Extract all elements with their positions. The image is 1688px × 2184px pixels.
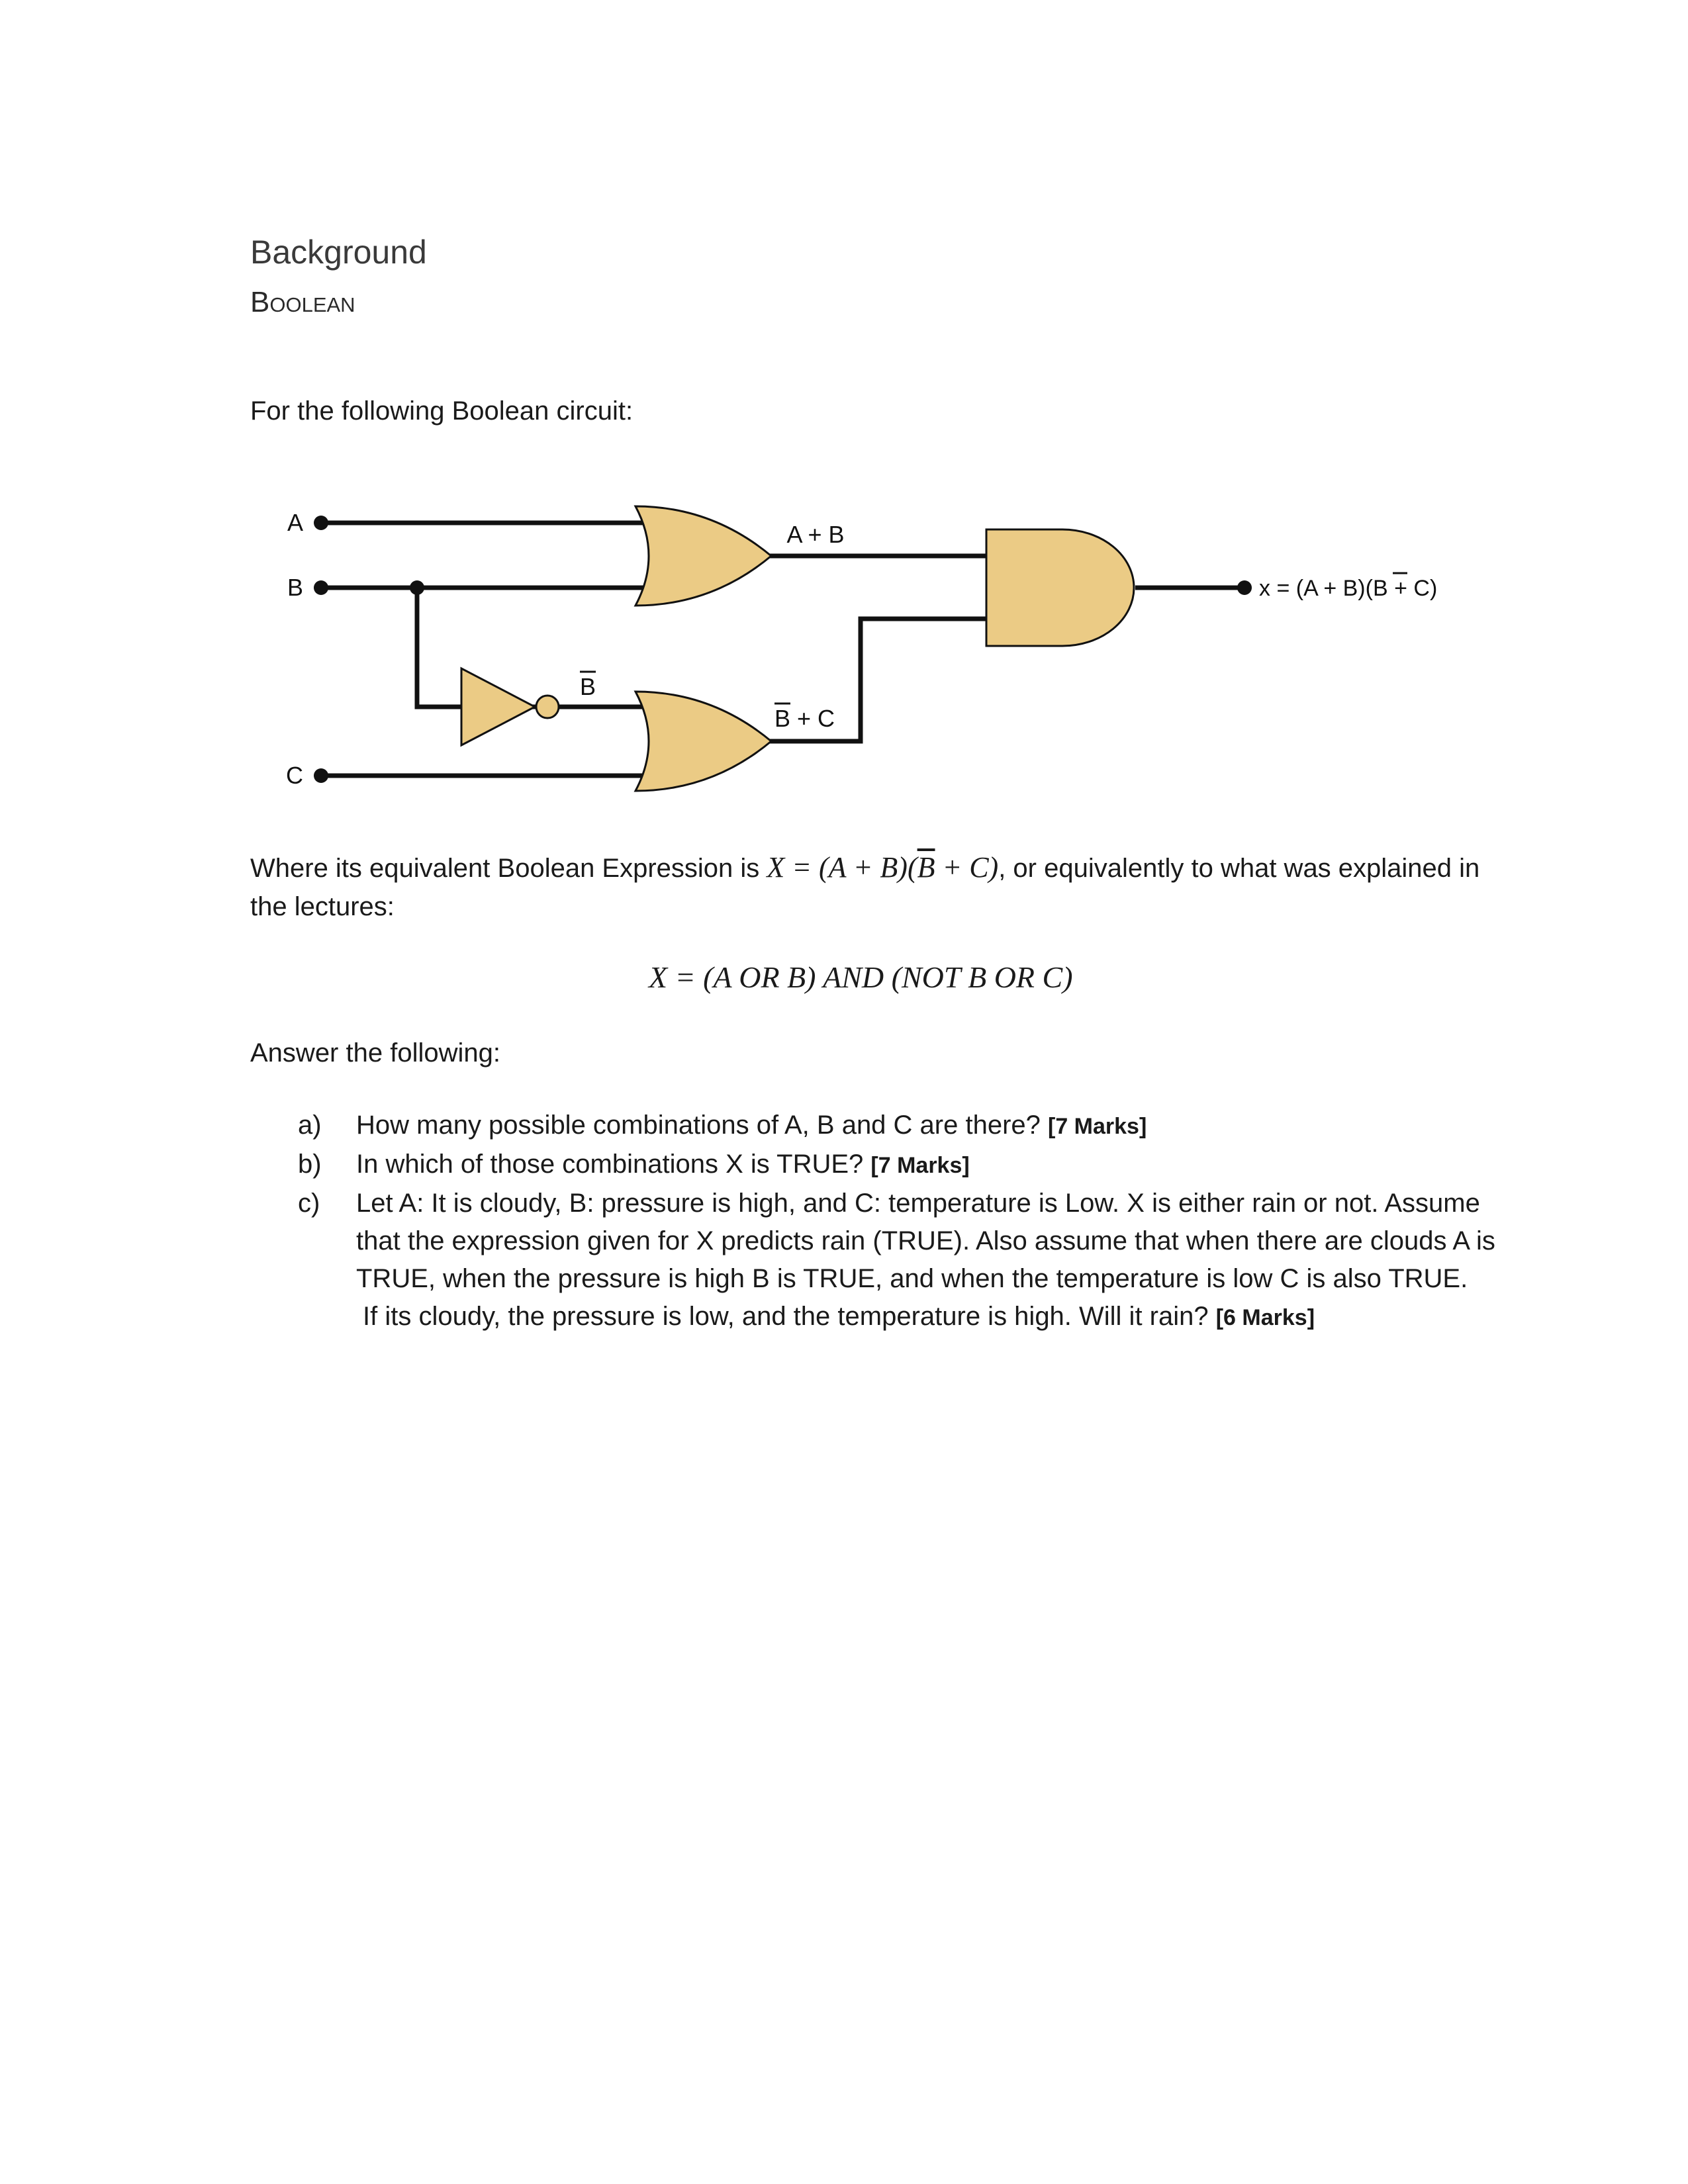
- question-list: [298, 1107, 1523, 1337]
- marks-badge: [7 Marks]: [870, 1153, 970, 1178]
- output-label-suffix: + C): [1387, 576, 1438, 601]
- answer-intro: Answer the following:: [250, 1038, 500, 1068]
- input-c-terminal: [314, 768, 328, 783]
- question-label: a): [298, 1111, 322, 1140]
- or2-output-label-rest: + C: [790, 705, 835, 732]
- question-followup: If its cloudy, the pressure is low, and the temperature is high. Will it rain?: [363, 1302, 1216, 1331]
- or2-output-label-b: B: [774, 705, 791, 732]
- word-formula: X = (A OR B) AND (NOT B OR C): [649, 960, 1073, 994]
- input-a-terminal: [314, 516, 328, 530]
- expression-formula-prefix: X = (A + B)(: [767, 851, 917, 884]
- question-text: How many possible combinations of A, B and C are there?: [356, 1111, 1048, 1140]
- output-label: [1259, 576, 1437, 601]
- expression-formula-suffix: + C): [935, 851, 999, 884]
- output-label-b: B: [1372, 576, 1388, 601]
- expression-paragraph: [250, 848, 1508, 926]
- input-b-label: B: [287, 574, 303, 601]
- section-title: Boolean: [250, 286, 355, 318]
- and-gate: [986, 529, 1134, 646]
- not-output-label: B: [579, 673, 596, 700]
- intro-text: For the following Boolean circuit:: [250, 396, 633, 426]
- expression-formula-b: $\overline{B}$: [917, 851, 935, 884]
- expression-lead: Where its equivalent Boolean Expression is: [250, 854, 767, 883]
- or2-output-label: [774, 705, 835, 732]
- boolean-circuit-diagram: [0, 0, 1688, 860]
- not-gate: [461, 668, 535, 745]
- question-label: c): [298, 1189, 320, 1218]
- question-c: [298, 1185, 1523, 1337]
- not-gate-bubble: [536, 696, 559, 718]
- or1-output-label: A + B: [786, 521, 845, 548]
- page-heading: Background: [250, 234, 427, 271]
- wire-b-branch: [417, 588, 463, 707]
- input-c-label: C: [286, 762, 303, 789]
- expression-trail: , or equivalently to what was explained in the lectures:: [250, 854, 1480, 921]
- question-label: b): [298, 1150, 322, 1179]
- input-b-terminal: [314, 580, 328, 595]
- question-a: [298, 1107, 1523, 1146]
- or-gate-bottom: [635, 692, 771, 791]
- input-a-label: A: [287, 509, 303, 536]
- question-text: In which of those combinations X is TRUE?: [356, 1150, 871, 1179]
- marks-badge: [6 Marks]: [1215, 1305, 1315, 1330]
- or-gate-top: [635, 506, 771, 606]
- question-b: [298, 1146, 1523, 1185]
- question-text: Let A: It is cloudy, B: pressure is high, and C: temperature is Low. X is either rain or not. Assume that the expression given for X predicts rain (TRUE). Also assume that when there are clouds A is TRUE, when the pressure is high B is TRUE, and when the temperature is low C is also TRUE.: [356, 1189, 1495, 1293]
- output-label-prefix: x = (A + B)(: [1259, 576, 1373, 601]
- expression-formula: [767, 851, 998, 884]
- output-terminal: [1237, 580, 1252, 595]
- junction-b: [410, 580, 424, 595]
- marks-badge: [7 Marks]: [1048, 1114, 1147, 1139]
